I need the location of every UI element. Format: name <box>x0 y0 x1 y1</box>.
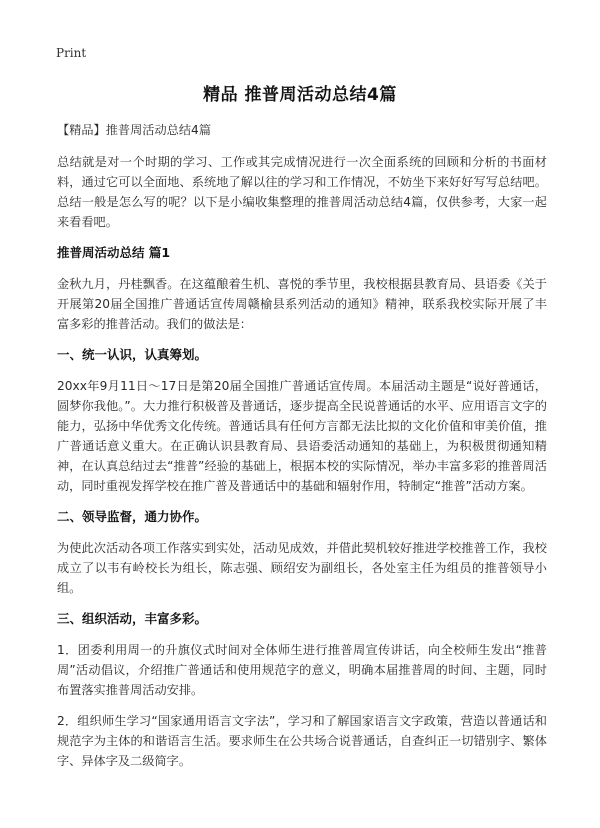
subheading-1: 一、统一认识，认真筹划。 <box>57 347 208 362</box>
list-item-1: 1．团委利用周一的升旗仪式时间对全体师生进行推普周宣传讲话，向全校师生发出“推普周”活动倡议，介绍推广普通话和使用规范字的意义，明确本届推普周的时间、主题，同时布置落实推普周活动安排。 <box>57 643 547 697</box>
subheading-3: 三、组织活动，丰富多彩。 <box>57 611 208 626</box>
paragraph-opening: 金秋九月，丹桂飘香。在这蕴酿着生机、喜悦的季节里，我校根据县教育局、县语委《关于开展第20届全国推广普通话宣传周赣榆县系列活动的通知》精神，联系我校实际开展了丰富多彩的推普活动。我们的做法是： <box>57 277 547 331</box>
article-body <box>57 120 547 782</box>
intro-paragraph: 总结就是对一个时期的学习、工作或其完成情况进行一次全面系统的回顾和分析的书面材料，通过它可以全面地、系统地了解以往的学习和工作情况，不妨坐下来好好写写总结吧。总结一般是怎么写的呢？以下是小编收集整理的推普周活动总结4篇，仅供参考，大家一起来看看吧。 <box>57 155 547 229</box>
section-heading: 推普周活动总结 篇1 <box>57 245 171 260</box>
document-title: 精品 推普周活动总结4篇 <box>203 85 397 105</box>
print-link[interactable]: Print <box>56 46 87 60</box>
paragraph-planning: 20xx年9月11日～17日是第20届全国推广普通话宣传周。本届活动主题是“说好普通话，圆梦你我他。”。大力推行积极普及普通话，逐步提高全民说普通话的水平、应用语言文字的能力，弘扬中华优秀文化传统。普通话具有任何方言都无法比拟的文化价值和审美价值，推广普通话意义重大。在正确认识县教育局、县语委活动通知的基础上，为积极贯彻通知精神，在认真总结过去“推普”经验的基础上，根据本校的实际情况，举办丰富多彩的推普周活动，同时重视发挥学校在推广普及普通话中的基础和辐射作用，特制定“推普”活动方案。 <box>57 379 547 493</box>
subheading-2: 二、领导监督，通力协作。 <box>57 509 208 524</box>
list-item-2: 2．组织师生学习“国家通用语言文字法”，学习和了解国家语言文字政策，营造以普通话和规范字为主体的和谐语言生活。要求师生在公共场合说普通话，自查纠正一切错别字、繁体字、异体字及二级简字。 <box>57 714 547 768</box>
document-subtitle: 【精品】推普周活动总结4篇 <box>57 123 212 137</box>
paragraph-leadership: 为使此次活动各项工作落实到实处，活动见成效，并借此契机较好推进学校推普工作，我校成立了以韦有岭校长为组长，陈志强、顾绍安为副组长，各处室主任为组员的推普领导小组。 <box>57 541 547 595</box>
